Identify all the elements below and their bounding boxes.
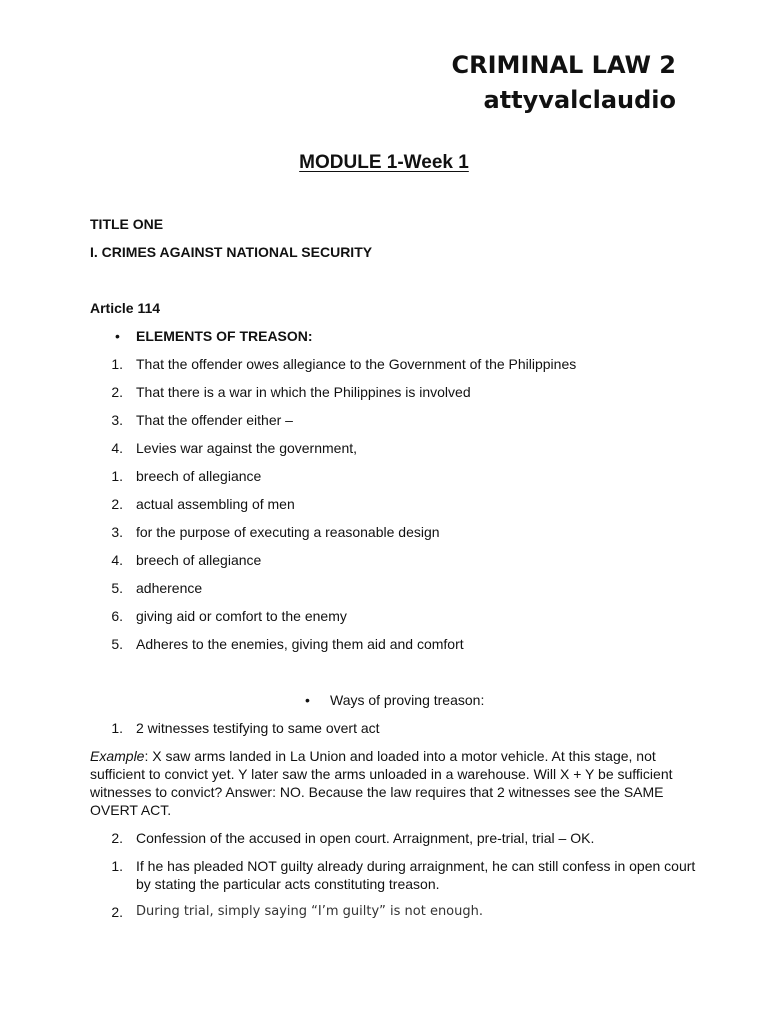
list-number: 6. (111, 608, 123, 624)
list-number: 1. (111, 858, 123, 874)
example-paragraph (90, 747, 690, 819)
way-item: 2 witnesses testifying to same overt act (136, 720, 380, 736)
author-name: attyvalclaudio (483, 86, 676, 114)
list-item: That there is a war in which the Philippines is involved (136, 384, 471, 400)
example-label: Example (90, 748, 145, 764)
sub-item: During trial, simply saying “I’m guilty” is not enough. (136, 904, 483, 919)
example-text: : X saw arms landed in La Union and loaded into a motor vehicle. At this stage, not sufficient to convict yet. Y later saw the arms unloaded in a warehouse. Will X + Y be sufficient witnesses to convict? Answer: NO. Because the law requires that 2 witnesses see the SAME OVERT ACT. (90, 748, 673, 818)
elements-heading: ELEMENTS OF TREASON: (136, 328, 313, 344)
list-number: 1. (111, 720, 123, 736)
list-number: 5. (111, 580, 123, 596)
list-number: 1. (111, 468, 123, 484)
sub-item: If he has pleaded NOT guilty already during arraignment, he can still confess in open court by stating the particular acts constituting treason. (136, 858, 696, 892)
document-header (452, 48, 676, 118)
list-number: 3. (111, 524, 123, 540)
list-item: breech of allegiance (136, 552, 262, 568)
way-item: Confession of the accused in open court. Arraignment, pre-trial, trial – OK. (136, 830, 595, 846)
list-item: Levies war against the government, (136, 440, 358, 456)
module-title: MODULE 1-Week 1 (299, 152, 469, 173)
list-item: That the offender owes allegiance to the Government of the Philippines (136, 356, 577, 372)
ways-heading: Ways of proving treason: (330, 692, 485, 708)
list-item: actual assembling of men (136, 496, 295, 512)
course-title: CRIMINAL LAW 2 (451, 51, 676, 79)
list-number: 4. (111, 552, 123, 568)
list-item: for the purpose of executing a reasonable design (136, 524, 440, 540)
list-number: 2. (111, 384, 123, 400)
list-number: 5. (111, 636, 123, 652)
section-heading: I. CRIMES AGAINST NATIONAL SECURITY (90, 244, 373, 260)
article-label: Article 114 (90, 300, 161, 316)
list-number: 3. (111, 412, 123, 428)
list-number: 2. (111, 830, 123, 846)
list-item: Adheres to the enemies, giving them aid and comfort (136, 636, 464, 652)
list-item: That the offender either – (136, 412, 293, 428)
list-number: 4. (111, 440, 123, 456)
bullet-icon: • (115, 328, 120, 344)
list-number: 2. (111, 904, 123, 920)
list-item: giving aid or comfort to the enemy (136, 608, 347, 624)
title-one: TITLE ONE (90, 216, 164, 232)
list-item: adherence (136, 580, 203, 596)
list-number: 1. (111, 356, 123, 372)
bullet-icon: • (305, 692, 310, 708)
list-item: breech of allegiance (136, 468, 262, 484)
list-number: 2. (111, 496, 123, 512)
